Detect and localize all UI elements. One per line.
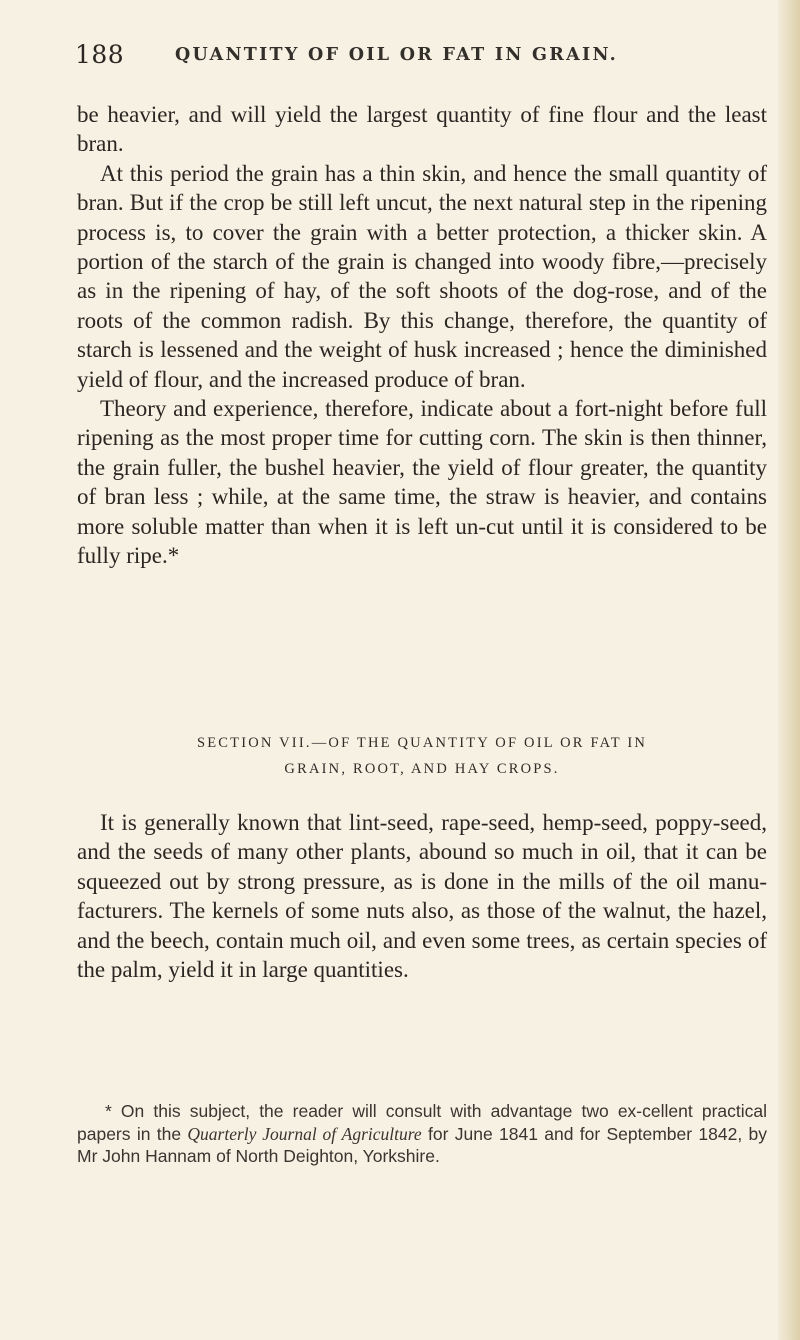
running-title: QUANTITY OF OIL OR FAT IN GRAIN. — [175, 45, 619, 65]
section-heading — [77, 730, 767, 782]
footnote-journal-title: Quarterly Journal of Agriculture — [187, 1123, 422, 1144]
paragraph-continued: be heavier, and will yield the largest quantity of fine flour and the least bran. — [77, 102, 767, 157]
page-header — [75, 40, 775, 80]
paragraph-grain-ripening: At this period the grain has a thin skin, and hence the small quantity of bran. But if the crop be still left uncut, the next natural step in the ripening process is, to cover the grain with a better protection, a thicker skin. A portion of the starch of the grain is changed into woody fibre,—precisely as in the ripening of hay, of the soft shoots of the dog-rose, and of the roots of the common radish. By this change, therefore, the quantity of starch is lessened and the weight of husk increased ; hence the diminished yield of flour, and the increased produce of bran. — [77, 160, 767, 392]
page-edge — [778, 0, 800, 1340]
section-heading-line-2: GRAIN, ROOT, AND HAY CROPS. — [284, 761, 560, 777]
paragraph-oil-seeds: It is generally known that lint-seed, rape-seed, hemp-seed, poppy-seed, and the seeds of many other plants, abound so much in oil, that it can be squeezed out by strong pressure, as is done in the mills of the oil manu-facturers. The kernels of some nuts also, as those of the walnut, the hazel, and the beech, contain much oil, and even some trees, as certain species of the palm, yield it in large quantities. — [77, 810, 767, 983]
page-number: 188 — [75, 40, 125, 69]
footnote-text-end: for June 1841 and for September 1842, by Mr John Hannam of North Deighton, Yorkshire. — [77, 1123, 767, 1166]
body-text — [77, 100, 767, 571]
footnote-text-start: * On this subject, the reader will consult with advantage two ex-cellent practical papers in the — [77, 1101, 767, 1144]
footnote-text — [77, 1100, 767, 1168]
paragraph-theory: Theory and experience, therefore, indicate about a fort-night before full ripening as the most proper time for cutting corn. The skin is then thinner, the grain fuller, the bushel heavier, the yield of flour greater, the quantity of bran less ; while, at the same time, the straw is heavier, and contains more soluble matter than when it is left un-cut until it is considered to be fully ripe.* — [77, 396, 767, 569]
section-heading-line-1: SECTION VII.—OF THE QUANTITY OF OIL OR FAT IN — [196, 735, 648, 751]
section-body — [77, 808, 767, 984]
footnote — [77, 1100, 767, 1168]
